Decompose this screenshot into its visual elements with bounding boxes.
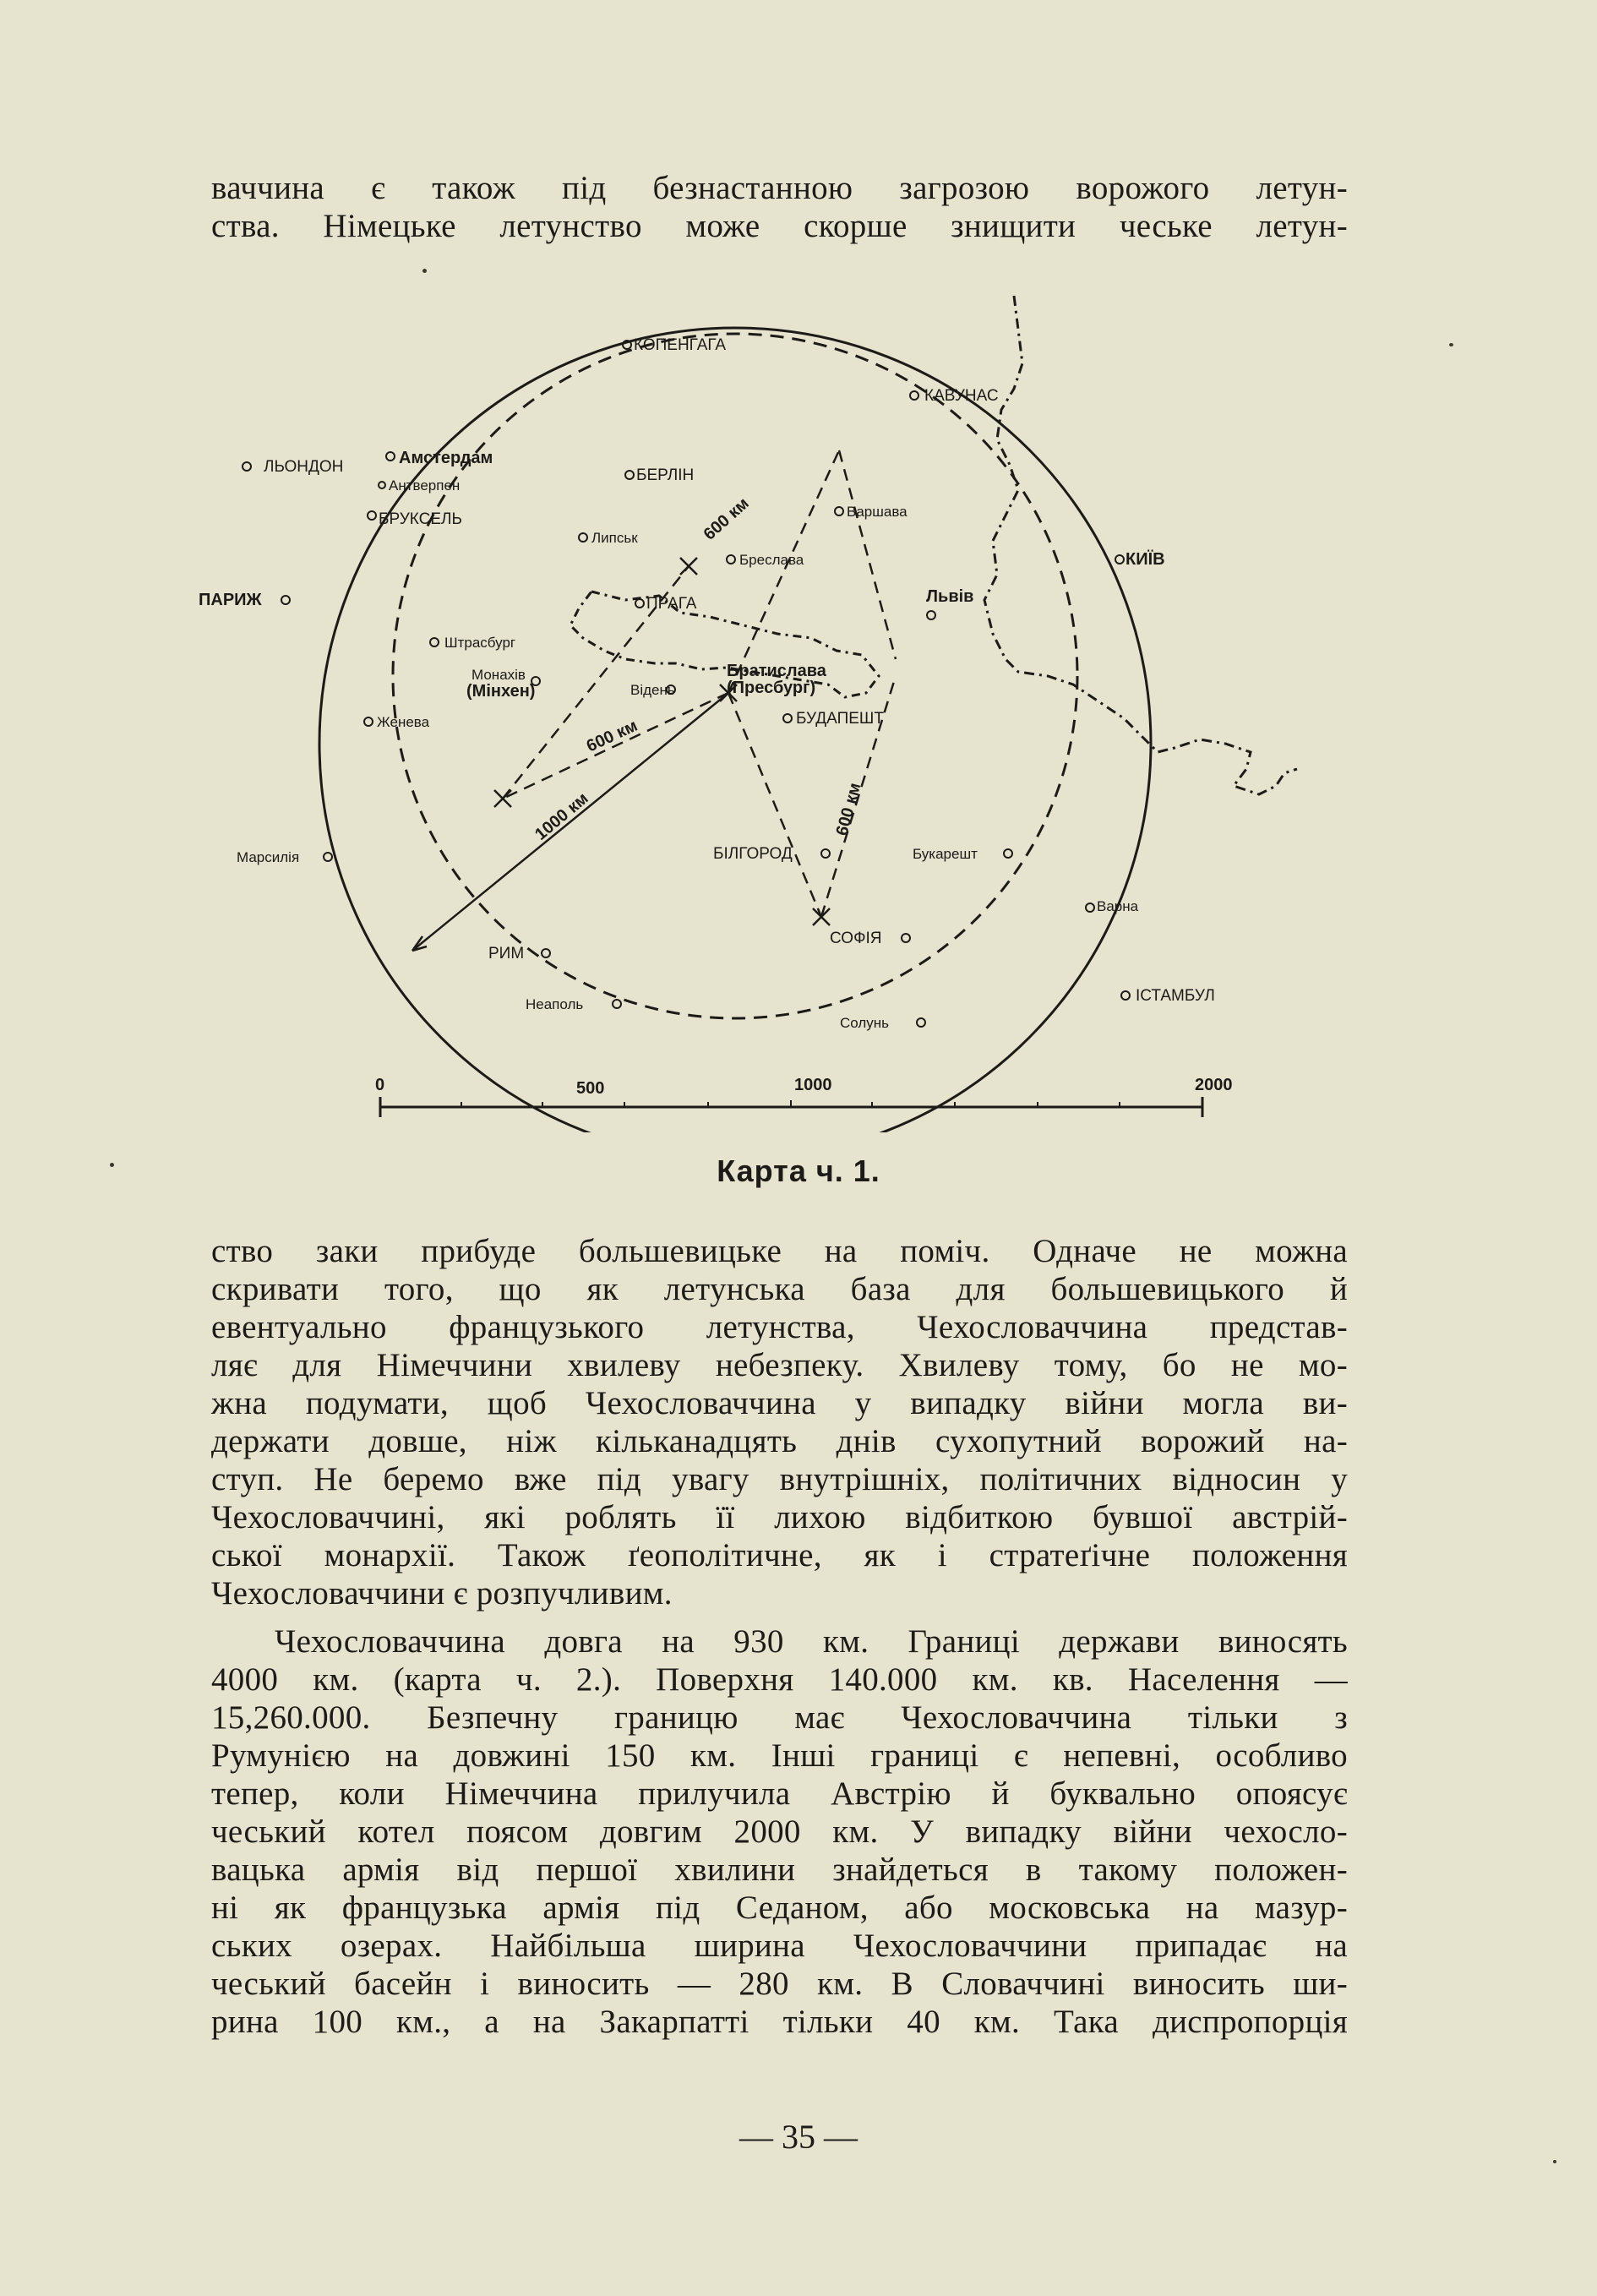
city-warszawa bbox=[835, 504, 908, 520]
text-line: тепер, коли Німеччина прилучила Австрію й буквально опоясує bbox=[211, 1775, 1348, 1812]
city-kopenhaga bbox=[623, 336, 726, 354]
svg-text:ЛЬОНДОН: ЛЬОНДОН bbox=[264, 458, 344, 476]
range-line-ne bbox=[728, 450, 839, 693]
distance-label-ne: 600 км bbox=[700, 494, 753, 544]
svg-text:БІЛГОРОД: БІЛГОРОД bbox=[713, 845, 793, 863]
city-praha bbox=[635, 595, 697, 613]
scale-tick-label: 2000 bbox=[1195, 1076, 1233, 1094]
city-antwerpen bbox=[379, 477, 460, 494]
text-line: евентуально французького летунства, Чехословаччина представ- bbox=[211, 1309, 1348, 1345]
map-figure bbox=[186, 279, 1386, 1132]
top-paragraph bbox=[211, 169, 1348, 245]
text-line: ства. Німецьке летунство може скорше знищити чеське летун- bbox=[211, 208, 1348, 244]
city-berlin bbox=[625, 466, 694, 484]
text-line: ляє для Німеччини хвилеву небезпеку. Хвилеву тому, бо не мо- bbox=[211, 1347, 1348, 1383]
city-brussel bbox=[368, 510, 462, 528]
eastern-frontier bbox=[984, 296, 1297, 794]
city-bucharest bbox=[913, 846, 1012, 862]
svg-text:Марсилія: Марсилія bbox=[237, 849, 300, 865]
svg-text:Штрасбург: Штрасбург bbox=[444, 635, 516, 651]
city-budapest bbox=[783, 710, 884, 728]
range-line-e bbox=[839, 450, 896, 659]
svg-text:(Пресбург): (Пресбург) bbox=[727, 679, 816, 697]
city-strasburg bbox=[430, 635, 515, 651]
map-caption: Карта ч. 1. bbox=[717, 1153, 880, 1188]
svg-text:Варна: Варна bbox=[1097, 898, 1139, 914]
city-thessaloniki bbox=[840, 1015, 925, 1031]
svg-text:Солунь: Солунь bbox=[840, 1015, 890, 1031]
text-line: 15,260.000. Безпечну границю має Чехословаччина тільки з bbox=[211, 1699, 1348, 1736]
svg-text:Антверпен: Антверпен bbox=[389, 477, 461, 494]
text-line: рина 100 км., а на Закарпатті тільки 40 км. Така диспропорція bbox=[211, 2004, 1348, 2040]
paper-speck bbox=[1449, 343, 1453, 346]
range-line-1000km bbox=[412, 693, 728, 951]
text-line: ваччина є також під безнастанною загрозою ворожого летун- bbox=[211, 170, 1348, 206]
czechoslovakia-border bbox=[570, 592, 879, 697]
paper-speck bbox=[110, 1163, 114, 1167]
city-bratislava bbox=[727, 662, 827, 697]
svg-text:КИЇВ: КИЇВ bbox=[1126, 550, 1165, 569]
text-line: ської монархії. Також ґеополітичне, як і стратеґічне положення bbox=[211, 1537, 1348, 1573]
city-leipzig bbox=[579, 530, 638, 546]
distance-label-s: 600 км bbox=[832, 781, 865, 838]
city-munich bbox=[466, 667, 540, 701]
svg-text:РИМ: РИМ bbox=[488, 945, 525, 963]
text-line: чеський басейн і виносить — 280 км. В Словаччині виносить ши- bbox=[211, 1966, 1348, 2002]
svg-text:ПАРИЖ: ПАРИЖ bbox=[199, 591, 262, 609]
text-line: ступ. Не беремо вже під увагу внутрішніх, політичних відносин у bbox=[211, 1461, 1348, 1497]
svg-text:Варшава: Варшава bbox=[847, 504, 908, 520]
x-marker bbox=[813, 908, 830, 925]
page-number: — 35 — bbox=[739, 2118, 858, 2156]
text-line: Румунією на довжині 150 км. Інші границі є непевні, особливо bbox=[211, 1737, 1348, 1774]
svg-text:Відень: Відень bbox=[630, 682, 675, 698]
svg-text:БЕРЛІН: БЕРЛІН bbox=[636, 466, 695, 484]
text-line: ських озерах. Найбільша ширина Чехословаччини припадає на bbox=[211, 1928, 1348, 1964]
svg-text:БУДАПЕШТ: БУДАПЕШТ bbox=[796, 710, 884, 728]
text-line: вацька армія від першої хвилини знайдеться в такому положен- bbox=[211, 1852, 1348, 1888]
scale-tick-label: 1000 bbox=[794, 1076, 832, 1094]
svg-text:КАВУНАС: КАВУНАС bbox=[924, 387, 999, 405]
distance-label-w: 600 км bbox=[583, 716, 640, 756]
text-line: скривати того, що як летунська база для большевицького й bbox=[211, 1271, 1348, 1307]
city-amsterdam bbox=[386, 449, 493, 467]
city-sofia bbox=[830, 930, 910, 947]
city-lviv bbox=[926, 587, 973, 619]
svg-text:Братислава: Братислава bbox=[727, 662, 826, 680]
city-belgrade bbox=[713, 845, 830, 863]
svg-text:(Мінхен): (Мінхен) bbox=[466, 682, 536, 701]
svg-text:Амстердам: Амстердам bbox=[399, 449, 493, 467]
paper-speck bbox=[422, 269, 427, 273]
scale-tick-label: 500 bbox=[576, 1079, 605, 1098]
city-varna bbox=[1086, 898, 1139, 914]
svg-text:ПРАГА: ПРАГА bbox=[646, 595, 697, 613]
text-line: Чехословаччина довга на 930 км. Границі держави виносять bbox=[275, 1623, 1348, 1660]
range-line-w bbox=[503, 693, 728, 799]
svg-text:КОПЕНГАГА: КОПЕНГАГА bbox=[634, 336, 727, 354]
x-marker bbox=[494, 790, 511, 807]
scale-bar bbox=[375, 1076, 1233, 1117]
europe-range-map bbox=[186, 279, 1386, 1132]
svg-text:Львів: Львів bbox=[926, 587, 974, 606]
text-line: ство заки прибуде большевицьке на поміч. Одначе не можна bbox=[211, 1233, 1348, 1269]
text-line: держати довше, ніж кільканадцять днів сухопутний ворожий на- bbox=[211, 1423, 1348, 1459]
city-marseille bbox=[237, 849, 332, 865]
svg-text:БРУКСЕЛЬ: БРУКСЕЛЬ bbox=[379, 510, 462, 528]
scale-tick-label: 0 bbox=[375, 1076, 385, 1094]
svg-text:Монахів: Монахів bbox=[471, 667, 526, 683]
svg-text:Женева: Женева bbox=[377, 714, 430, 730]
svg-text:Липськ: Липськ bbox=[591, 530, 638, 546]
city-istanbul bbox=[1121, 987, 1215, 1005]
city-kyiv bbox=[1115, 549, 1165, 569]
svg-text:СОФІЯ: СОФІЯ bbox=[830, 930, 882, 947]
paper-speck bbox=[1553, 2160, 1556, 2163]
city-rome bbox=[488, 945, 550, 963]
svg-text:ІСТАМБУЛ: ІСТАМБУЛ bbox=[1136, 987, 1215, 1005]
city-geneva bbox=[364, 714, 430, 730]
text-line: 4000 км. (карта ч. 2.). Поверхня 140.000 км. кв. Населення — bbox=[211, 1661, 1348, 1698]
text-line: жна подумати, щоб Чехословаччина у випадку війни могла ви- bbox=[211, 1385, 1348, 1421]
body-text bbox=[211, 1232, 1348, 2041]
distance-label-sw: 1000 км bbox=[531, 788, 592, 844]
text-line: ні як французька армія під Седаном, або московська на мазур- bbox=[211, 1890, 1348, 1926]
text-line: Чехословаччині, які роблять її лихою відбиткою бувшої австрій- bbox=[211, 1499, 1348, 1535]
text-line: Чехословаччини є розпучливим. bbox=[211, 1575, 673, 1612]
svg-text:Букарешт: Букарешт bbox=[913, 846, 978, 862]
city-paris bbox=[199, 591, 290, 609]
x-marker bbox=[680, 558, 697, 575]
text-line: чеський котел поясом довгим 2000 км. У випадку війни чехосло- bbox=[211, 1813, 1348, 1850]
city-napoli bbox=[526, 996, 621, 1012]
city-wien bbox=[630, 682, 675, 698]
svg-text:Бреслава: Бреслава bbox=[739, 552, 804, 568]
city-london bbox=[243, 458, 343, 476]
svg-text:Неаполь: Неаполь bbox=[526, 996, 584, 1012]
city-breslau bbox=[727, 552, 804, 568]
